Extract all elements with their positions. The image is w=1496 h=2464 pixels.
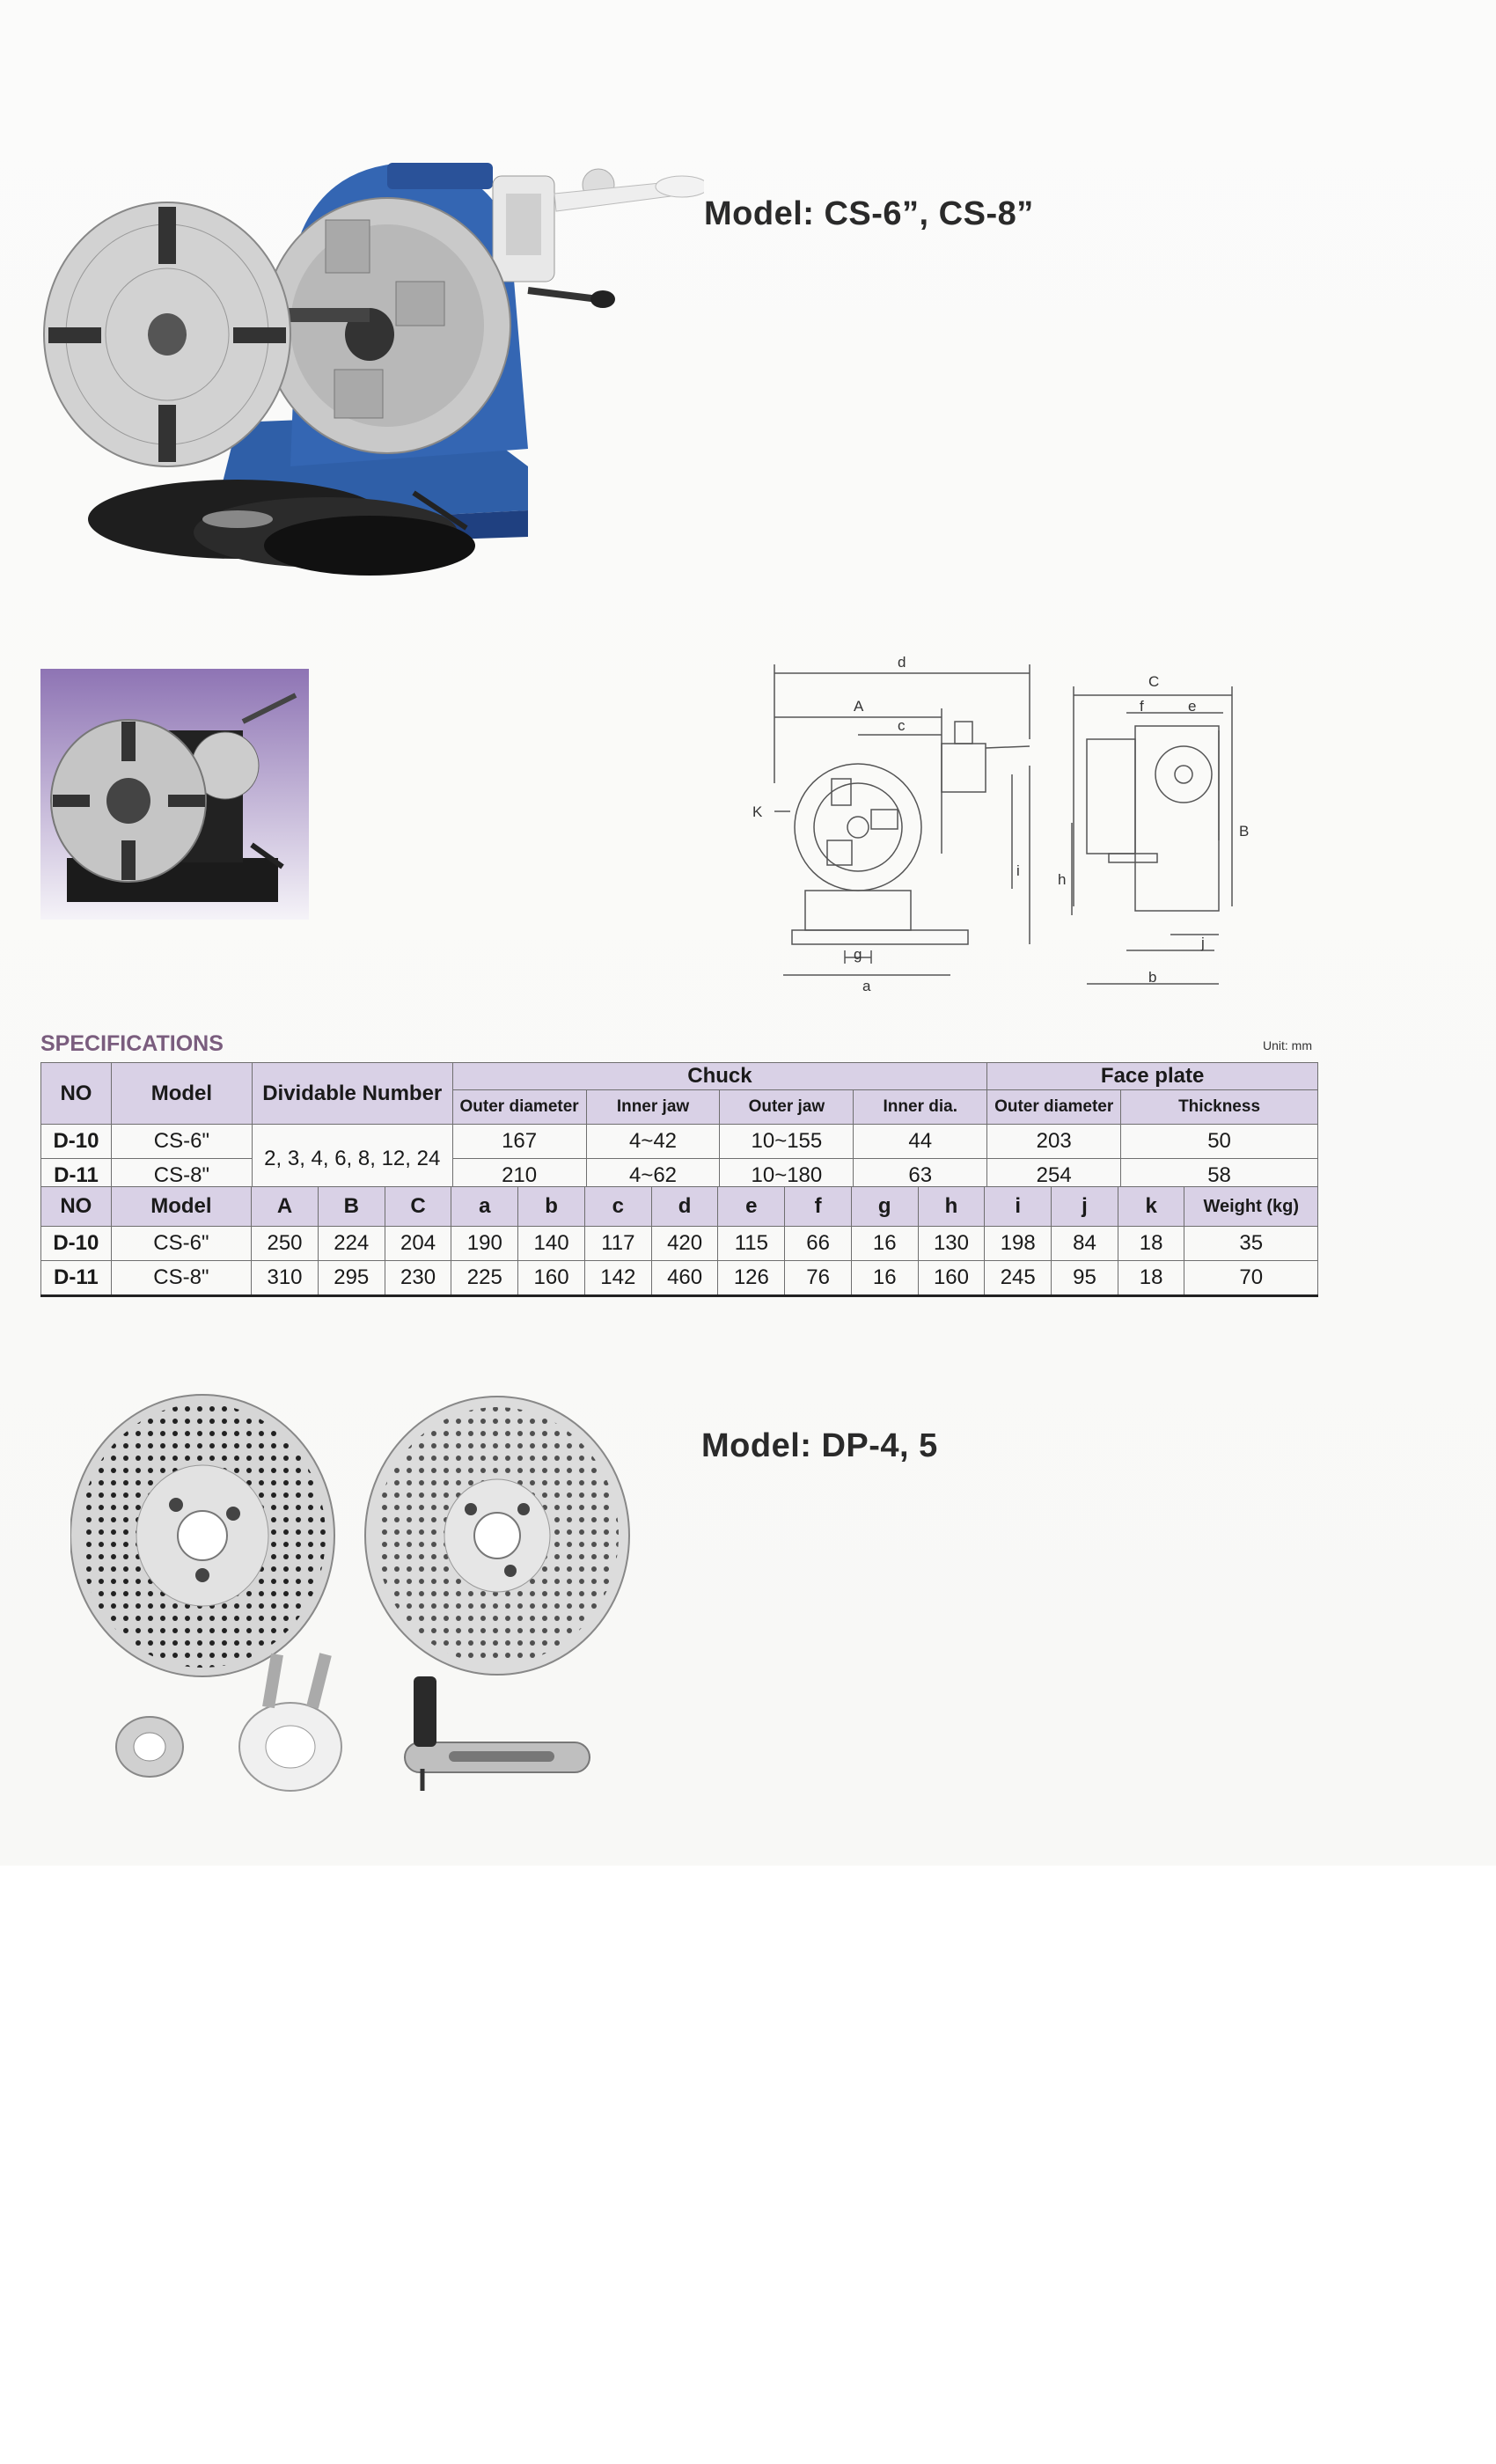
dim-c: c [898, 717, 906, 734]
table-row: D-11 CS-8" 310 295 230 225 160 142 460 126 76 16 160 245 95 18 70 [41, 1261, 1318, 1296]
table-row: D-10 CS-6" 250 224 204 190 140 117 420 115 66 16 130 198 84 18 35 [41, 1227, 1318, 1261]
th-outer-jaw: Outer jaw [720, 1090, 854, 1125]
dim-K: K [752, 803, 763, 820]
spec-table-chuck [40, 1062, 1318, 1195]
th-k: k [1118, 1187, 1184, 1227]
dim-f: f [1140, 698, 1144, 715]
dp-model-title: Model: DP-4, 5 [701, 1427, 938, 1464]
dim-i: i [1016, 862, 1020, 879]
th-no: NO [41, 1063, 112, 1125]
th-C: C [385, 1187, 451, 1227]
th-inner-jaw: Inner jaw [586, 1090, 720, 1125]
th-d: d [651, 1187, 718, 1227]
dim-B: B [1239, 823, 1250, 840]
th-h: h [918, 1187, 985, 1227]
dim-j: j [1201, 935, 1205, 951]
th-f: f [785, 1187, 852, 1227]
th-j: j [1052, 1187, 1118, 1227]
table-row: D-11 CS-8" 210 4~62 10~180 63 254 58 [41, 1159, 1318, 1194]
th-B: B [318, 1187, 385, 1227]
dividing-head-side-photo [40, 669, 309, 920]
table-row: D-10 CS-6" 2, 3, 4, 6, 8, 12, 24 167 4~42 10~155 44 203 50 [41, 1125, 1318, 1159]
dimension-drawing [739, 651, 1276, 994]
unit-note: Unit: mm [1263, 1038, 1312, 1052]
th-no: NO [41, 1187, 112, 1227]
th-face-plate: Face plate [987, 1063, 1318, 1090]
cs-model-title: Model: CS-6”, CS-8” [704, 195, 1034, 232]
th-face-outer-diameter: Outer diameter [987, 1090, 1121, 1125]
th-weight: Weight (kg) [1184, 1187, 1318, 1227]
th-A: A [252, 1187, 319, 1227]
th-b: b [518, 1187, 585, 1227]
th-e: e [718, 1187, 785, 1227]
th-g: g [851, 1187, 918, 1227]
th-a: a [451, 1187, 518, 1227]
th-inner-dia: Inner dia. [854, 1090, 987, 1125]
spec-table-dimensions [40, 1186, 1318, 1297]
th-model: Model [111, 1187, 251, 1227]
th-chuck: Chuck [452, 1063, 987, 1090]
dim-A: A [854, 698, 864, 715]
th-dividable-number: Dividable Number [252, 1063, 452, 1125]
specifications-title: SPECIFICATIONS [40, 1031, 224, 1056]
dim-C: C [1148, 673, 1160, 690]
dim-a: a [862, 978, 871, 994]
dim-d: d [898, 654, 906, 671]
th-i: i [985, 1187, 1052, 1227]
dim-g: g [854, 946, 862, 963]
dim-b: b [1148, 969, 1157, 986]
th-outer-diameter: Outer diameter [452, 1090, 586, 1125]
division-plates-photo [70, 1390, 634, 1795]
dividable-number-value: 2, 3, 4, 6, 8, 12, 24 [252, 1125, 452, 1194]
dim-e: e [1188, 698, 1197, 715]
dim-h: h [1058, 871, 1067, 888]
th-c: c [584, 1187, 651, 1227]
cs-dividing-head-photo [35, 132, 704, 590]
th-model: Model [111, 1063, 252, 1125]
th-thickness: Thickness [1121, 1090, 1318, 1125]
